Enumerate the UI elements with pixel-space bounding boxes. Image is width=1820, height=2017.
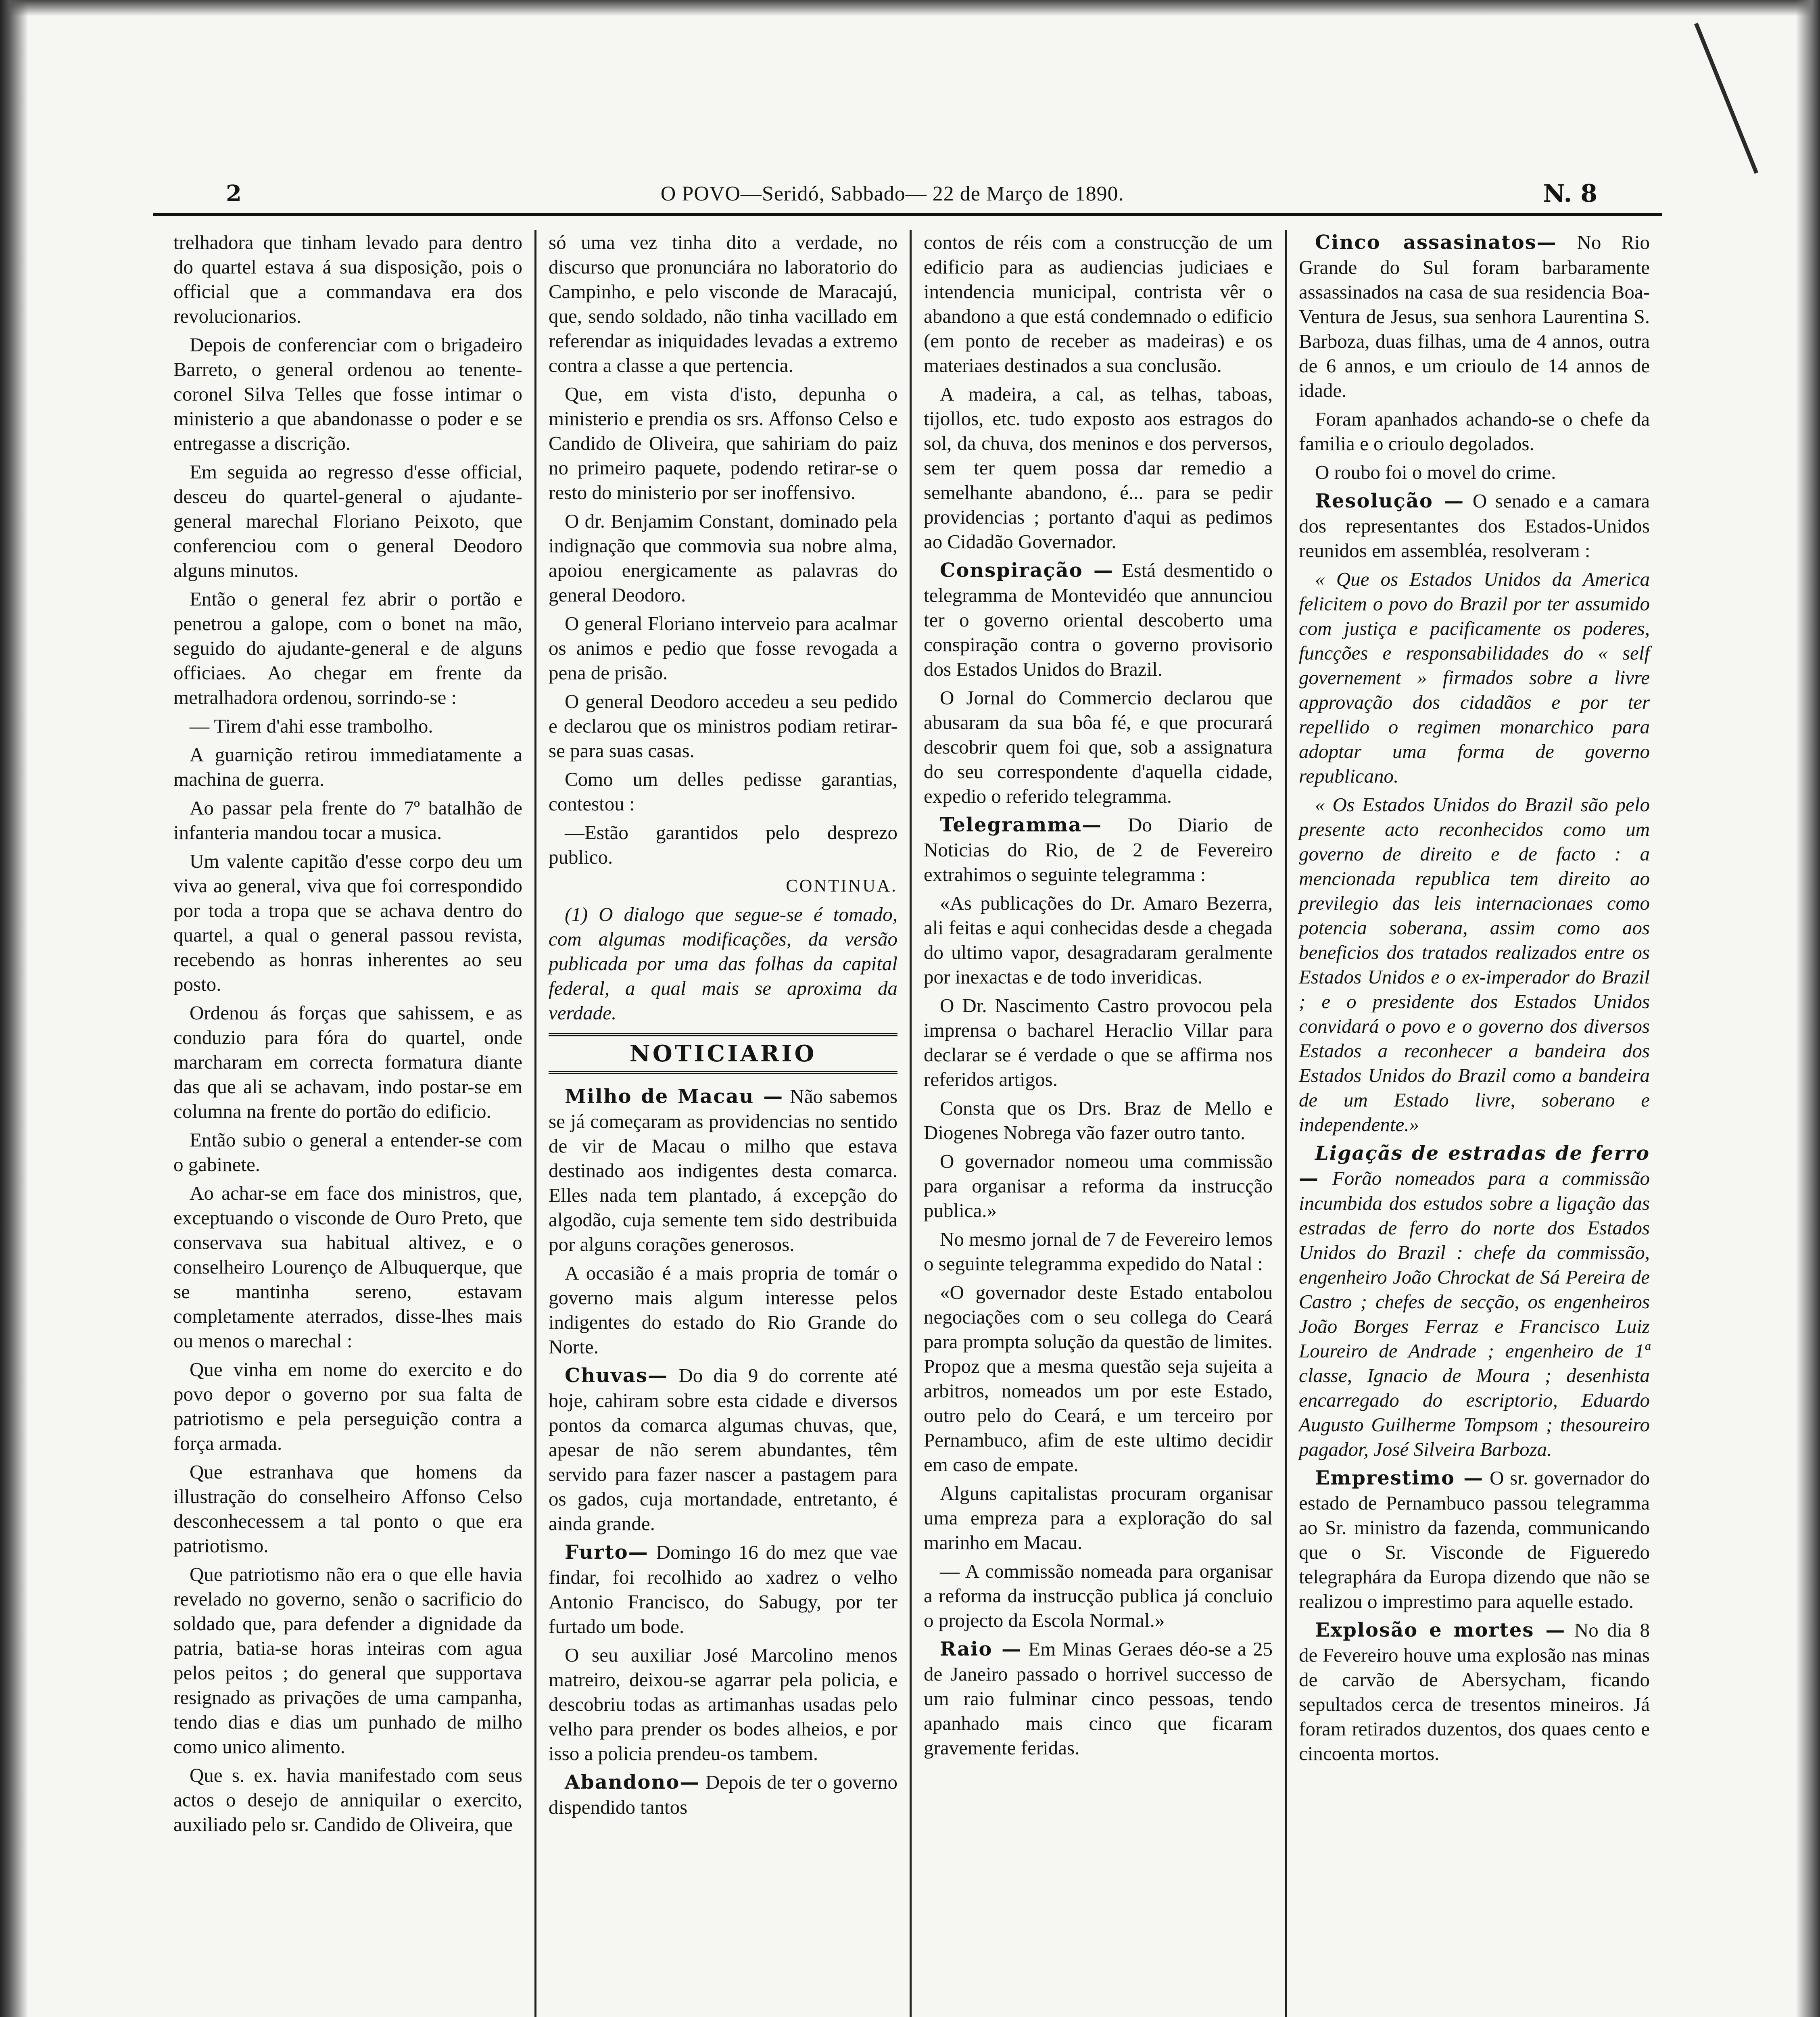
paragraph-text: contos de réis com a construcção de um edificio para as audiencias judiciaes e intendencia municipal, contrista vêr o abandono a que está condemnado o edificio (em ponto de receber as madeiras) e os materiaes destinados a sua conclusão. (924, 231, 1273, 376)
paragraph (1299, 407, 1650, 456)
paragraph-text: Então o general fez abrir o portão e penetrou a galope, com o bonet na mão, seguido do ajudante-general e de alguns officiaes. Ao chegar em frente da metralhadora ordenou, sorrindo-se : (173, 588, 522, 708)
paragraph-text: O roubo foi o movel do crime. (1315, 461, 1556, 483)
paragraph-text: Consta que os Drs. Braz de Mello e Diogenes Nobrega vão fazer outro tanto. (924, 1097, 1273, 1144)
column-1 (161, 230, 536, 2017)
paragraph-text: Foram apanhados achando-se o chefe da familia e o crioulo degolados. (1299, 408, 1650, 455)
paragraph (549, 902, 897, 1025)
paragraph-text: — A commissão nomeada para organisar a reforma da instrucção publica já concluio o projecto da Escola Normal.» (924, 1560, 1273, 1631)
paragraph (173, 742, 522, 791)
paper-crease-mark (1694, 23, 1758, 174)
paragraph-text: CONTINUA. (786, 876, 897, 896)
news-item (549, 1540, 897, 1639)
paragraph (549, 611, 897, 685)
paragraph-text: (1) O dialogo que segue-se é tomado, com algumas modificações, da versão publicada por uma das folhas da capital federal, a qual mais se aproxima da verdade. (549, 903, 897, 1024)
paragraph-text: A guarnição retirou immediatamente a machina de guerra. (173, 743, 522, 790)
paragraph-text: O senado e a camara dos representantes dos Estados-Unidos reunidos em assembléa, resolveram : (1299, 490, 1650, 562)
paragraph (924, 1227, 1273, 1276)
paragraph-text: O sr. governador do estado de Pernambuco passou telegramma ao Sr. ministro da fazenda, communicando que o Sr. Visconde de Figueredo telegraphára da Europa dizendo que não se realizou o imprestimo para aquelle estado. (1299, 1467, 1650, 1612)
paragraph-text: O dr. Benjamim Constant, dominado pela indignação que commovia sua nobre alma, apoiou energicamente as palavras do general Deodoro. (549, 510, 897, 606)
paragraph-text: «As publicações do Dr. Amaro Bezerra, ali feitas e aqui conhecidas desde a chegada do ultimo vapor, desagradaram geralmente por inexactas e de todo inveridicas. (924, 892, 1273, 988)
paragraph (1299, 460, 1650, 484)
paragraph-text: Não sabemos se já começaram as providencias no sentido de vir de Macau o milho que estava destinado aos indigentes desta comarca. Elles nada tem plantado, á excepção do algodão, cuja semente tem sido destribuida por alguns corações generosos. (549, 1085, 898, 1255)
paragraph (173, 1460, 522, 1558)
paragraph-text: Alguns capitalistas procuram organisar uma empreza para a exploração do sal marinho em Macau. (924, 1482, 1273, 1553)
paragraph-text: O Jornal do Commercio declarou que abusaram da sua bôa fé, e que procurará descobrir quem foi que, sob a assignatura do seu correspondente d'aquella cidade, expedio o referido telegramma. (924, 687, 1273, 807)
paragraph (1299, 567, 1650, 788)
page-header (226, 177, 1597, 210)
paragraph-text: Que vinha em nome do exercito e do povo depor o governo por sua falta de patriotismo e pela perseguição contra a força armada. (173, 1358, 522, 1454)
paragraph (1299, 792, 1650, 1137)
news-headline: Milho de Macau — (565, 1085, 784, 1108)
paragraph-text: Ordenou ás forças que sahissem, e as conduzio para fóra do quartel, onde marcharam em correcta formatura diante das que ali se achavam, indo postar-se em columna na frente do portão do edificio. (173, 1002, 522, 1122)
paragraph (173, 230, 522, 328)
news-item (1299, 230, 1650, 403)
paragraph-text: O general Deodoro accedeu a seu pedido e declarou que os ministros podiam retirar-se para suas casas. (549, 690, 897, 762)
news-headline: Emprestimo — (1315, 1467, 1484, 1489)
paragraph (549, 820, 897, 869)
paragraph-text: Como um delles pedisse garantias, contestou : (549, 768, 897, 815)
paragraph-text: Forão nomeados para a commissão incumbida dos estudos sobre a ligação das estradas de ferro do norte dos Estados Unidos do Brazil : chefe da commissão, engenheiro João Chrockat de Sá Pereira de Castro ; chefes de secção, os engenheiros João Borges Ferraz e Francisco Luiz Loureiro de Andrade ; engenheiro de 1ª classe, Ignacio de Moura ; desenhista encarregado do escriptorio, Eduardo Augusto Guilherme Tompsom ; thesoureiro pagador, José Silveira Barboza. (1299, 1167, 1650, 1460)
news-headline: Telegramma— (940, 814, 1102, 836)
paragraph (924, 891, 1273, 989)
paragraph-text: O Dr. Nascimento Castro provocou pela imprensa o bacharel Heraclio Villar para declarar se é verdade o que se affirma nos referidos artigos. (924, 994, 1273, 1090)
news-headline: Resolução — (1315, 490, 1465, 512)
section-title-noticiario: NOTICIARIO (549, 1033, 897, 1074)
news-headline: Conspiração — (940, 559, 1114, 582)
paragraph-text: Ao passar pela frente do 7º batalhão de infanteria mandou tocar a musica. (173, 797, 522, 844)
paragraph (173, 714, 522, 738)
paragraph-text: Então subio o general a entender-se com o gabinete. (173, 1129, 522, 1176)
paragraph (924, 1280, 1273, 1477)
paragraph (173, 332, 522, 455)
scan-edge-left (0, 0, 28, 2017)
paragraph (173, 1128, 522, 1177)
news-item (1299, 1466, 1650, 1614)
paragraph-text: Que patriotismo não era o que elle havia revelado no governo, senão o sacrificio do soldado que, para defender a dignidade da patria, batia-se horas inteiras com agua pelos peitos ; do general que supportava resignado as privações de uma campanha, tendo dias e dias um punhado de milho como unico alimento. (173, 1563, 522, 1758)
paragraph (173, 1000, 522, 1123)
paragraph (549, 873, 897, 898)
paragraph-text: Um valente capitão d'esse corpo deu um viva ao general, viva que foi correspondido por toda a tropa que se achava dentro do quartel, a qual o general passou revista, recebendo as honras inherentes ao seu posto. (173, 850, 522, 995)
news-item (924, 1637, 1273, 1760)
scan-edge-right (1796, 0, 1820, 2017)
paragraph-text: Que, em vista d'isto, depunha o ministerio e prendia os srs. Affonso Celso e Candido de Oliveira, que sahiriam do paiz no primeiro paquete, podendo retirar-se o resto do ministerio por ser inoffensivo. (549, 383, 897, 503)
news-item (549, 1770, 897, 1819)
paragraph (924, 1096, 1273, 1145)
paragraph-text: «O governador deste Estado entabolou negociações com o seu collega do Ceará para prompta solução da questão de limites. Propoz que a mesma questão seja sujeita a arbitros, nomeados um por este Estado, outro pelo do Ceará, e um terceiro por Pernambuco, afim de este ultimo decidir em caso de empate. (924, 1281, 1273, 1476)
news-headline: Explosão e mortes — (1315, 1619, 1566, 1641)
column-2 (536, 230, 912, 2017)
paragraph (549, 509, 897, 607)
paragraph (549, 767, 897, 816)
paragraph-text: Domingo 16 do mez que vae findar, foi recolhido ao xadrez o velho Antonio Francisco, do Sabugy, por ter furtado um bode. (549, 1541, 897, 1637)
paragraph (549, 1261, 897, 1359)
news-headline: Abandono— (565, 1771, 700, 1794)
paragraph (924, 382, 1273, 554)
paragraph-text: Que estranhava que homens da illustração do conselheiro Affonso Celso desconhecessem a tal ponto o que era patriotismo. (173, 1461, 522, 1557)
news-headline: Furto— (565, 1541, 649, 1564)
paragraph (924, 993, 1273, 1092)
paragraph-text: O governador nomeou uma commissão para organisar a reforma da instrucção publica.» (924, 1150, 1273, 1221)
column-3 (912, 230, 1287, 2017)
scan-edge-top (0, 0, 1820, 16)
paragraph-text: —Estão garantidos pelo desprezo publico. (549, 821, 897, 868)
news-headline: Raio — (940, 1638, 1022, 1660)
news-item (549, 1363, 897, 1536)
news-headline: Cinco assasinatos— (1315, 231, 1557, 254)
news-item (549, 1084, 897, 1257)
paragraph-text: No mesmo jornal de 7 de Fevereiro lemos o seguinte telegramma expedido do Natal : (924, 1228, 1273, 1275)
paragraph-text: Do Diario de Noticias do Rio, de 2 de Fevereiro extrahimos o seguinte telegramma : (924, 814, 1273, 885)
paragraph-text: A occasião é a mais propria de tomár o governo mais algum interesse pelos indigentes do estado do Rio Grande do Norte. (549, 1262, 897, 1358)
paragraph-text: — Tirem d'ahi esse trambolho. (190, 715, 433, 737)
paragraph (173, 1357, 522, 1455)
paragraph (549, 382, 897, 505)
paragraph-text: No dia 8 de Fevereiro houve uma explosão nas minas de carvão de Abersycham, ficando sepultados cerca de tresentos mineiros. Já foram retirados duzentos, dos quaes cento e cincoenta mortos. (1299, 1619, 1650, 1764)
paragraph-text: Depois de conferenciar com o brigadeiro Barreto, o general ordenou ao tenente-coronel Silva Telles que fosse intimar o ministerio a que abandonasse o poder e se entregasse a discrição. (173, 334, 522, 454)
masthead-line: O POVO—Seridó, Sabbado— 22 de Março de 1890. (660, 182, 1124, 205)
paragraph-text: Do dia 9 do corrente até hoje, cahiram sobre esta cidade e diversos pontos da comarca algumas chuvas, que, apesar de não serem abundantes, têm servido para fazer nascer a pastagem para os gados, cuja mortandade, entretanto, é ainda grande. (549, 1364, 897, 1535)
news-item (1299, 1141, 1650, 1462)
paragraph-text: Que s. ex. havia manifestado com seus actos o desejo de anniquilar o exercito, auxiliado pelo sr. Candido de Oliveira, que (173, 1764, 522, 1835)
paragraph (173, 1562, 522, 1759)
paragraph-text: Depois de ter o governo dispendido tantos (549, 1771, 897, 1818)
paragraph (924, 230, 1273, 378)
news-item (1299, 1618, 1650, 1766)
paragraph-text: « Que os Estados Unidos da America felicitem o povo do Brazil por ter assumido com justiça e pacificamente os poderes, funcções e responsabilidades do « self governement » firmados sobre a livre approvação dos cidadãos e por ter repellido o regimen monarchico para adoptar uma forma de governo republicano. (1299, 568, 1650, 787)
paragraph-text: A madeira, a cal, as telhas, taboas, tijollos, etc. tudo exposto aos estragos do sol, da chuva, dos meninos e dos perversos, sem ter quem possa dar remedio a semelhante abandono, é... para se pedir providencias ; portanto d'aqui as pedimos ao Cidadão Governador. (924, 383, 1273, 553)
news-item (924, 558, 1273, 681)
paragraph (924, 1149, 1273, 1223)
paragraph (549, 230, 897, 378)
issue-number: N. 8 (1543, 180, 1597, 208)
paragraph (173, 849, 522, 996)
paragraph (549, 689, 897, 763)
paragraph-text: Está desmentido o telegramma de Montevidéo que annunciou ter o governo oriental descoberto uma conspiração contra o governo provisorio dos Estados Unidos do Brazil. (924, 559, 1273, 680)
paragraph (924, 1559, 1273, 1633)
paragraph (924, 685, 1273, 808)
paragraph (924, 1481, 1273, 1555)
paragraph (173, 459, 522, 583)
paragraph (173, 1181, 522, 1353)
column-4 (1287, 230, 1662, 2017)
article-columns (161, 230, 1662, 2017)
paragraph-text: O general Floriano interveio para acalmar os animos e pedio que fosse revogada a pena de prisão. (549, 612, 897, 684)
news-headline: Chuvas— (565, 1364, 668, 1387)
paragraph-text: Em seguida ao regresso d'esse official, desceu do quartel-general o ajudante-general marechal Floriano Peixoto, que conferenciou com o general Deodoro alguns minutos. (173, 461, 522, 581)
paragraph-text: No Rio Grande do Sul foram barbaramente assassinados na casa de sua residencia Boa-Ventura de Jesus, sua senhora Laurentina S. Barboza, duas filhas, uma de 4 annos, outra de 6 annos, e um crioulo de 14 annos de idade. (1299, 231, 1650, 401)
news-headline: Ligaçãs de estradas de ferro— (1299, 1142, 1650, 1190)
news-item (924, 812, 1273, 887)
news-item (1299, 489, 1650, 563)
paragraph-text: Em Minas Geraes déo-se a 25 de Janeiro passado o horrivel successo de um raio fulminar cinco pessoas, tendo apanhado mais cinco que ficaram gravemente feridas. (924, 1638, 1273, 1759)
paragraph-text: « Os Estados Unidos do Brazil são pelo presente acto reconhecidos como um governo de direito e de facto : a mencionada republica tem direito ao previlegio das leis internacionaes como potencia soberana, assim como aos beneficios dos tratados realizados entre os Estados Unidos e o ex-imperador do Brazil ; e o presidente dos Estados Unidos convidará o povo e o governo dos diversos Estados a reconhecer a bandeira dos Estados Unidos do Brazil como a bandeira de um Estado livre, soberano e independente.» (1299, 793, 1650, 1136)
paragraph-text: Ao achar-se em face dos ministros, que, exceptuando o visconde de Ouro Preto, que conservava sua habitual altivez, e o conselheiro Lourenço de Albuquerque, que se mantinha sereno, estavam completamente aterrados, disse-lhes mais ou menos o marechal : (173, 1182, 522, 1352)
paragraph-text: trelhadora que tinham levado para dentro do quartel estava á sua disposição, pois o official que a commandava era dos revolucionarios. (173, 231, 522, 327)
page-folio: 2 (226, 180, 242, 207)
paragraph-text: O seu auxiliar José Marcolino menos matreiro, deixou-se agarrar pela policia, e descobriu todas as artimanhas usadas pelo velho para prender os bodes alheios, e por isso a policia prendeu-os tambem. (549, 1644, 897, 1764)
paragraph (173, 796, 522, 845)
header-rule (153, 213, 1662, 216)
paragraph (173, 1763, 522, 1837)
paragraph-text: só uma vez tinha dito a verdade, no discurso que pronunciára no laboratorio do Campinho, e pelo visconde de Maracajú, que, sendo soldado, não tinha vacillado em referendar as iniquidades levadas a extremo contra a classe a que pertencia. (549, 231, 897, 376)
paragraph (173, 587, 522, 710)
paragraph (549, 1643, 897, 1766)
